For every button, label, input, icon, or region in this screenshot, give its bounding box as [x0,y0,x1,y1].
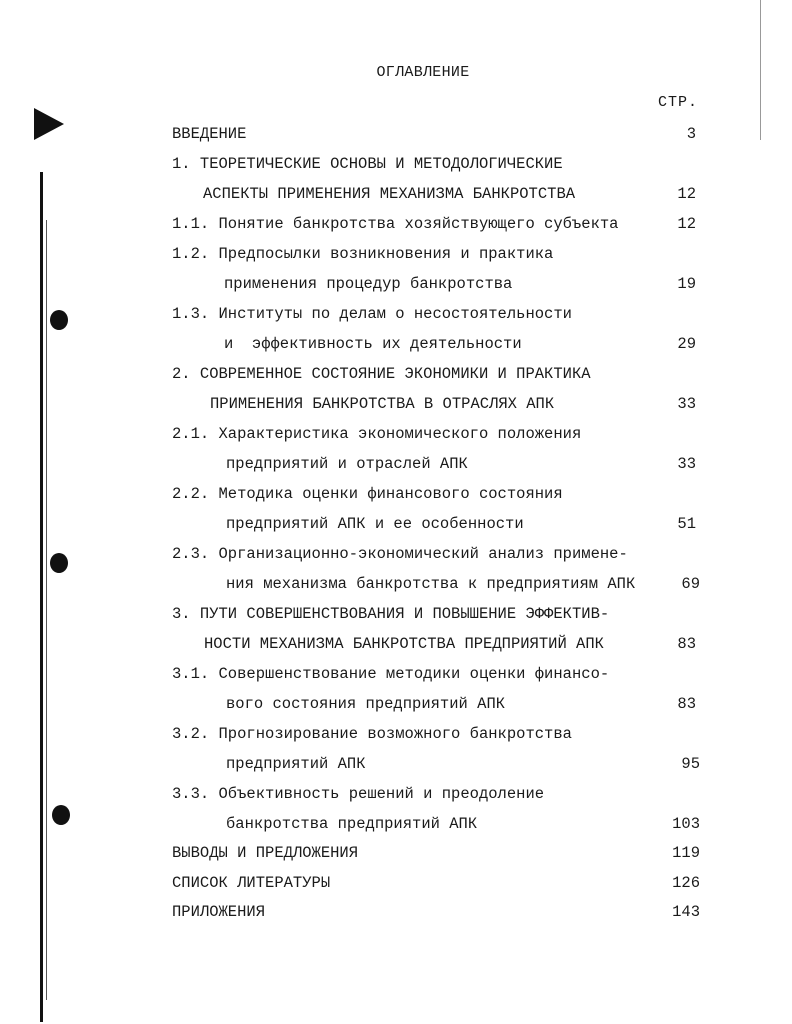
toc-entry-line: 3.1. Совершенствование методики оценки финансо- [172,665,610,683]
toc-entry-line: АСПЕКТЫ ПРИМЕНЕНИЯ МЕХАНИЗМА БАНКРОТСТВА [203,185,576,203]
binding-edge-line [46,220,47,1000]
toc-page-number: 83 [677,695,696,713]
binding-edge-line [40,172,43,1022]
toc-entry-line: ВЫВОДЫ И ПРЕДЛОЖЕНИЯ [172,844,359,862]
toc-entry-line: НОСТИ МЕХАНИЗМА БАНКРОТСТВА ПРЕДПРИЯТИЙ АПК [204,635,604,653]
toc-page-number: 12 [677,185,696,203]
toc-page-number: 33 [677,455,696,473]
toc-page-number: 95 [681,755,700,773]
toc-entry-line: предприятий АПК и ее особенности [226,515,524,533]
toc-entry-line: 1. ТЕОРЕТИЧЕСКИЕ ОСНОВЫ И МЕТОДОЛОГИЧЕСКИЕ [172,155,563,173]
toc-entry-line: 2.3. Организационно-экономический анализ примене- [172,545,628,563]
page-title: ОГЛАВЛЕНИЕ [376,64,470,81]
toc-entry-line: 1.1. Понятие банкротства хозяйствующего субъекта [172,215,619,233]
toc-page-number: 143 [672,903,700,921]
toc-entry-line: 2.1. Характеристика экономического положения [172,425,582,443]
toc-entry-line: банкротства предприятий АПК [226,815,478,833]
toc-page-number: 83 [677,635,696,653]
toc-entry-line: 1.3. Институты по делам о несостоятельности [172,305,572,323]
toc-entry-line: ПРИМЕНЕНИЯ БАНКРОТСТВА В ОТРАСЛЯХ АПК [210,395,555,413]
toc-entry-line: и эффективность их деятельности [224,335,522,353]
toc-page-number: 12 [677,215,696,233]
toc-entry-line: 2.2. Методика оценки финансового состояния [172,485,563,503]
toc-entry-line: 3.3. Объективность решений и преодоление [172,785,545,803]
toc-page-number: 119 [672,844,700,862]
punch-hole-icon [52,805,70,825]
toc-entry-line: 2. СОВРЕМЕННОЕ СОСТОЯНИЕ ЭКОНОМИКИ И ПРАКТИКА [172,365,591,383]
toc-entry-line: предприятий и отраслей АПК [226,455,468,473]
toc-entry-line: вого состояния предприятий АПК [226,695,506,713]
toc-page-number: 3 [686,125,696,143]
punch-hole-icon [50,553,68,573]
toc-entry-line: ВВЕДЕНИЕ [172,125,247,143]
toc-page-number: 103 [672,815,700,833]
toc-page-number: 19 [677,275,696,293]
toc-page-number: 29 [677,335,696,353]
punch-hole-icon [50,310,68,330]
toc-entry-line: 1.2. Предпосылки возникновения и практика [172,245,554,263]
toc-page-number: 126 [672,874,700,892]
toc-entry-line: предприятий АПК [226,755,366,773]
toc-entry-line: ПРИЛОЖЕНИЯ [172,903,266,921]
toc-page-number: 33 [677,395,696,413]
toc-entry-line: СПИСОК ЛИТЕРАТУРЫ [172,874,331,892]
toc-entry-line: 3.2. Прогнозирование возможного банкротства [172,725,572,743]
toc-page-number: 51 [677,515,696,533]
toc-entry-line: применения процедур банкротства [224,275,513,293]
toc-entry-line: ния механизма банкротства к предприятиям АПК [226,575,636,593]
toc-entry-line: 3. ПУТИ СОВЕРШЕНСТВОВАНИЯ И ПОВЫШЕНИЕ ЭФФЕКТИВ- [172,605,610,623]
page-column-header: СТР. [658,94,699,111]
toc-page-number: 69 [681,575,700,593]
binder-mark-icon [34,108,64,140]
